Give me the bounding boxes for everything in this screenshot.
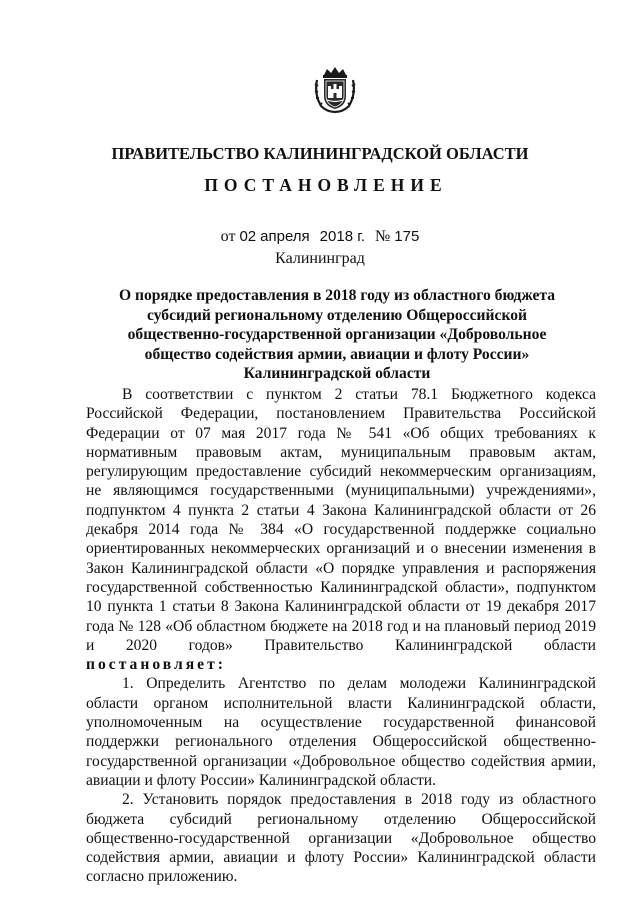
coat-of-arms-icon (313, 66, 357, 114)
preamble-paragraph (86, 385, 596, 674)
document-type-title: ПОСТАНОВЛЕНИЕ (204, 175, 448, 195)
organization-title: ПРАВИТЕЛЬСТВО КАЛИНИНГРАДСКОЙ ОБЛАСТИ (111, 144, 529, 163)
resolves-keyword: постановляет: (86, 656, 226, 674)
item-2-paragraph: 2. Установить порядок предоставления в 2018 году из областного бюджета субсидий региональному отделению Общероссийской общественно-государственной организации «Добровольное общество содействия армии, авиации и флоту России» Калининградской области согласно приложению. (86, 791, 596, 886)
dateline (0, 228, 640, 246)
item-1-paragraph: 1. Определить Агентство по делам молодежи Калининградской области органом исполнительной власти Калининградской области, уполномоченным на осуществление государственной финансовой поддержки регионального отделения Общероссийской общественно-государственной организации «Добровольное общество содействия армии, авиации и флоту России» Калининградской области. (86, 675, 596, 789)
decree-subject: О порядке предоставления в 2018 году из областного бюджета субсидий региональному отделению Общероссийской общественно-государственной организации «Добровольное общество содействия армии, авиации и флоту России» Калининградской области (118, 287, 556, 382)
date-prefix: от (220, 228, 236, 245)
decree-body (86, 385, 596, 887)
date-day: 02 (239, 228, 257, 245)
decree-number: 175 (394, 228, 420, 245)
preamble-text: В соответствии с пунктом 2 статьи 78.1 Бюджетного кодекса Российской Федерации, постановлением Правительства Российской Федерации от 07 мая 2017 года № 541 «Об общих требованиях к нормативным правовым актам, муниципальным правовым актам, регулирующим предоставление субсидий некоммерческим организациям, не являющимся государственными (муниципальными) учреждениями», подпунктом 4 пункта 2 статьи 4 Закона Калининградской области от 26 декабря 2014 года № 384 «О государственной поддержке социально ориентированных некоммерческих организаций и о внесении изменения в Закон Калининградской области «О порядке управления и распоряжения государственной собственностью Калининградской области», подпунктом 10 пункта 1 статьи 8 Закона Калининградской области от 19 декабря 2017 года № 128 «Об областном бюджете на 2018 год и на плановый период 2019 и 2020 годов» Правительство Калининградской области (86, 386, 596, 654)
date-month: апреля (260, 228, 310, 245)
number-sign: № (375, 228, 391, 245)
date-year: 2018 г. (319, 228, 366, 245)
city: Калининград (275, 250, 365, 267)
